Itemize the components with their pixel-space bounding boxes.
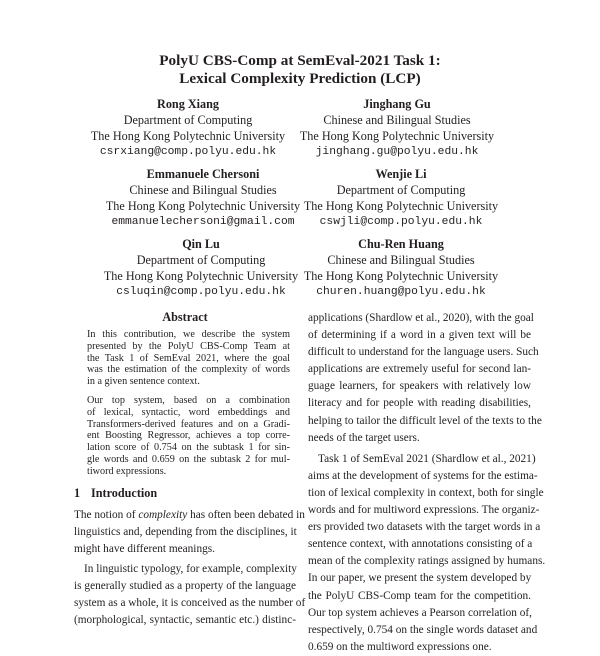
author-block <box>282 96 512 160</box>
section-heading-introduction <box>74 486 296 501</box>
text-line: helping to tailor the difficult level of the texts to the <box>308 414 542 427</box>
author-name: Qin Lu <box>182 237 220 251</box>
text-line <box>74 507 305 524</box>
text-line: aims at the development of systems for the estima- <box>308 469 538 482</box>
intro-paragraph-1 <box>74 507 305 558</box>
text-line: ers provided two datasets with the target words in a <box>308 521 541 534</box>
author-affiliation: Department of Computing <box>123 113 253 127</box>
text-line: words and for multiword expressions. The organiz- <box>308 504 540 517</box>
author-email[interactable]: emmanuelechersoni@gmail.com <box>111 216 295 228</box>
text-line: lation score of 0.754 on the subtask 1 for sin- <box>87 442 290 454</box>
author-block <box>286 166 516 230</box>
abstract-paragraph-1 <box>74 329 296 388</box>
text-line: Task 1 of SemEval 2021 (Shardlow et al., 2021) <box>318 452 536 465</box>
author-affiliation: Department of Computing <box>136 253 266 267</box>
author-email[interactable]: cswjli@comp.polyu.edu.hk <box>319 216 483 228</box>
author-name: Emmanuele Chersoni <box>146 167 260 181</box>
left-column <box>74 310 306 629</box>
right-column <box>308 310 546 656</box>
text-line: Our top system, based on a combination <box>87 394 290 406</box>
text-line: system as a whole, it is conceived as the number of <box>74 597 306 610</box>
text-line: in a given sentence context. <box>87 376 200 388</box>
text-line: In our paper, we present the system developed by <box>308 572 532 585</box>
abstract-heading: Abstract <box>162 310 208 324</box>
author-institution: The Hong Kong Polytechnic University <box>105 199 301 213</box>
text-line: mean of the complexity ratings assigned by humans. <box>308 555 546 568</box>
text-line: linguistics and, depending from the disciplines, it <box>74 525 297 538</box>
section-title: Introduction <box>91 485 158 500</box>
text-line: literacy and for people with reading disabilities, <box>308 397 531 410</box>
author-institution: The Hong Kong Polytechnic University <box>90 129 286 143</box>
text-line: guage learners, for speakers with relatively low <box>308 380 531 393</box>
author-affiliation: Chinese and Bilingual Studies <box>323 113 471 127</box>
text-line: is generally studied as a property of the language <box>74 579 296 592</box>
text-span: has often been debated in <box>187 508 305 521</box>
author-email[interactable]: churen.huang@polyu.edu.hk <box>316 286 486 298</box>
author-institution: The Hong Kong Polytechnic University <box>303 199 499 213</box>
author-block <box>86 236 316 300</box>
text-line: applications are extremely useful for second lan- <box>308 363 531 376</box>
text-line: gle words and 0.659 on the subtask 2 for mul- <box>87 453 290 465</box>
text-line: of determining if a word in a given text will be <box>308 329 531 342</box>
text-line: respectively, 0.754 on the single words dataset and <box>308 623 538 636</box>
text-line: needs of the target users. <box>308 431 420 444</box>
right-paragraph-2 <box>308 451 546 656</box>
author-email[interactable]: csrxiang@comp.polyu.edu.hk <box>99 146 277 158</box>
section-number: 1 <box>74 485 81 500</box>
text-line: tion of lexical complexity in context, both for single <box>308 486 544 499</box>
author-affiliation: Chinese and Bilingual Studies <box>129 183 277 197</box>
author-block <box>88 166 318 230</box>
text-line: In this contribution, we describe the system <box>87 329 290 340</box>
author-email[interactable]: jinghang.gu@polyu.edu.hk <box>315 146 479 158</box>
author-name: Wenjie Li <box>375 167 427 181</box>
abstract-paragraph-2 <box>74 395 296 478</box>
title-line-1: PolyU CBS-Comp at SemEval-2021 Task 1: <box>159 52 441 69</box>
text-line: difficult to understand for the language users. Such <box>308 346 539 359</box>
author-name: Rong Xiang <box>157 97 219 111</box>
text-line: of lexical, syntactic, word embeddings and <box>87 406 290 418</box>
author-institution: The Hong Kong Polytechnic University <box>303 269 499 283</box>
paper-title <box>0 52 600 88</box>
author-name: Jinghang Gu <box>363 97 431 111</box>
text-span: The notion of <box>74 508 139 521</box>
text-line: sentence context, with annotations consisting of a <box>308 538 533 551</box>
text-line: the PolyU CBS-Comp team for the competition. <box>308 589 531 602</box>
text-line: (morphological, syntactic, semantic etc.) distinc- <box>74 614 296 627</box>
author-email[interactable]: csluqin@comp.polyu.edu.hk <box>116 286 286 298</box>
title-line-2: Lexical Complexity Prediction (LCP) <box>179 70 421 87</box>
text-line: Transformers-derived features and on a Gradi- <box>87 418 290 430</box>
text-line: applications (Shardlow et al., 2020), with the goal <box>308 312 534 324</box>
emphasis-text: complexity <box>138 508 188 521</box>
right-paragraph-1 <box>308 310 542 447</box>
text-line: ent Boosting Regressor, achieves a top corre- <box>87 430 290 442</box>
text-line: was the estimation of the complexity of words <box>87 364 290 376</box>
text-line: presented by the PolyU CBS-Comp Team at <box>87 340 290 352</box>
text-line: 0.659 on the multiword expressions one. <box>308 640 492 653</box>
text-line: tiword expressions. <box>87 465 167 477</box>
text-line: In linguistic typology, for example, complexity <box>84 562 297 575</box>
intro-paragraph-2 <box>74 561 306 629</box>
text-line: might have different meanings. <box>74 542 215 555</box>
author-institution: The Hong Kong Polytechnic University <box>103 269 299 283</box>
text-line: the Task 1 of SemEval 2021, where the goal <box>87 352 290 364</box>
author-affiliation: Chinese and Bilingual Studies <box>327 253 475 267</box>
text-line: Our top system achieves a Pearson correlation of, <box>308 606 532 619</box>
author-block <box>286 236 516 300</box>
author-block <box>73 96 303 160</box>
author-affiliation: Department of Computing <box>336 183 466 197</box>
author-institution: The Hong Kong Polytechnic University <box>299 129 495 143</box>
author-name: Chu-Ren Huang <box>358 237 444 251</box>
